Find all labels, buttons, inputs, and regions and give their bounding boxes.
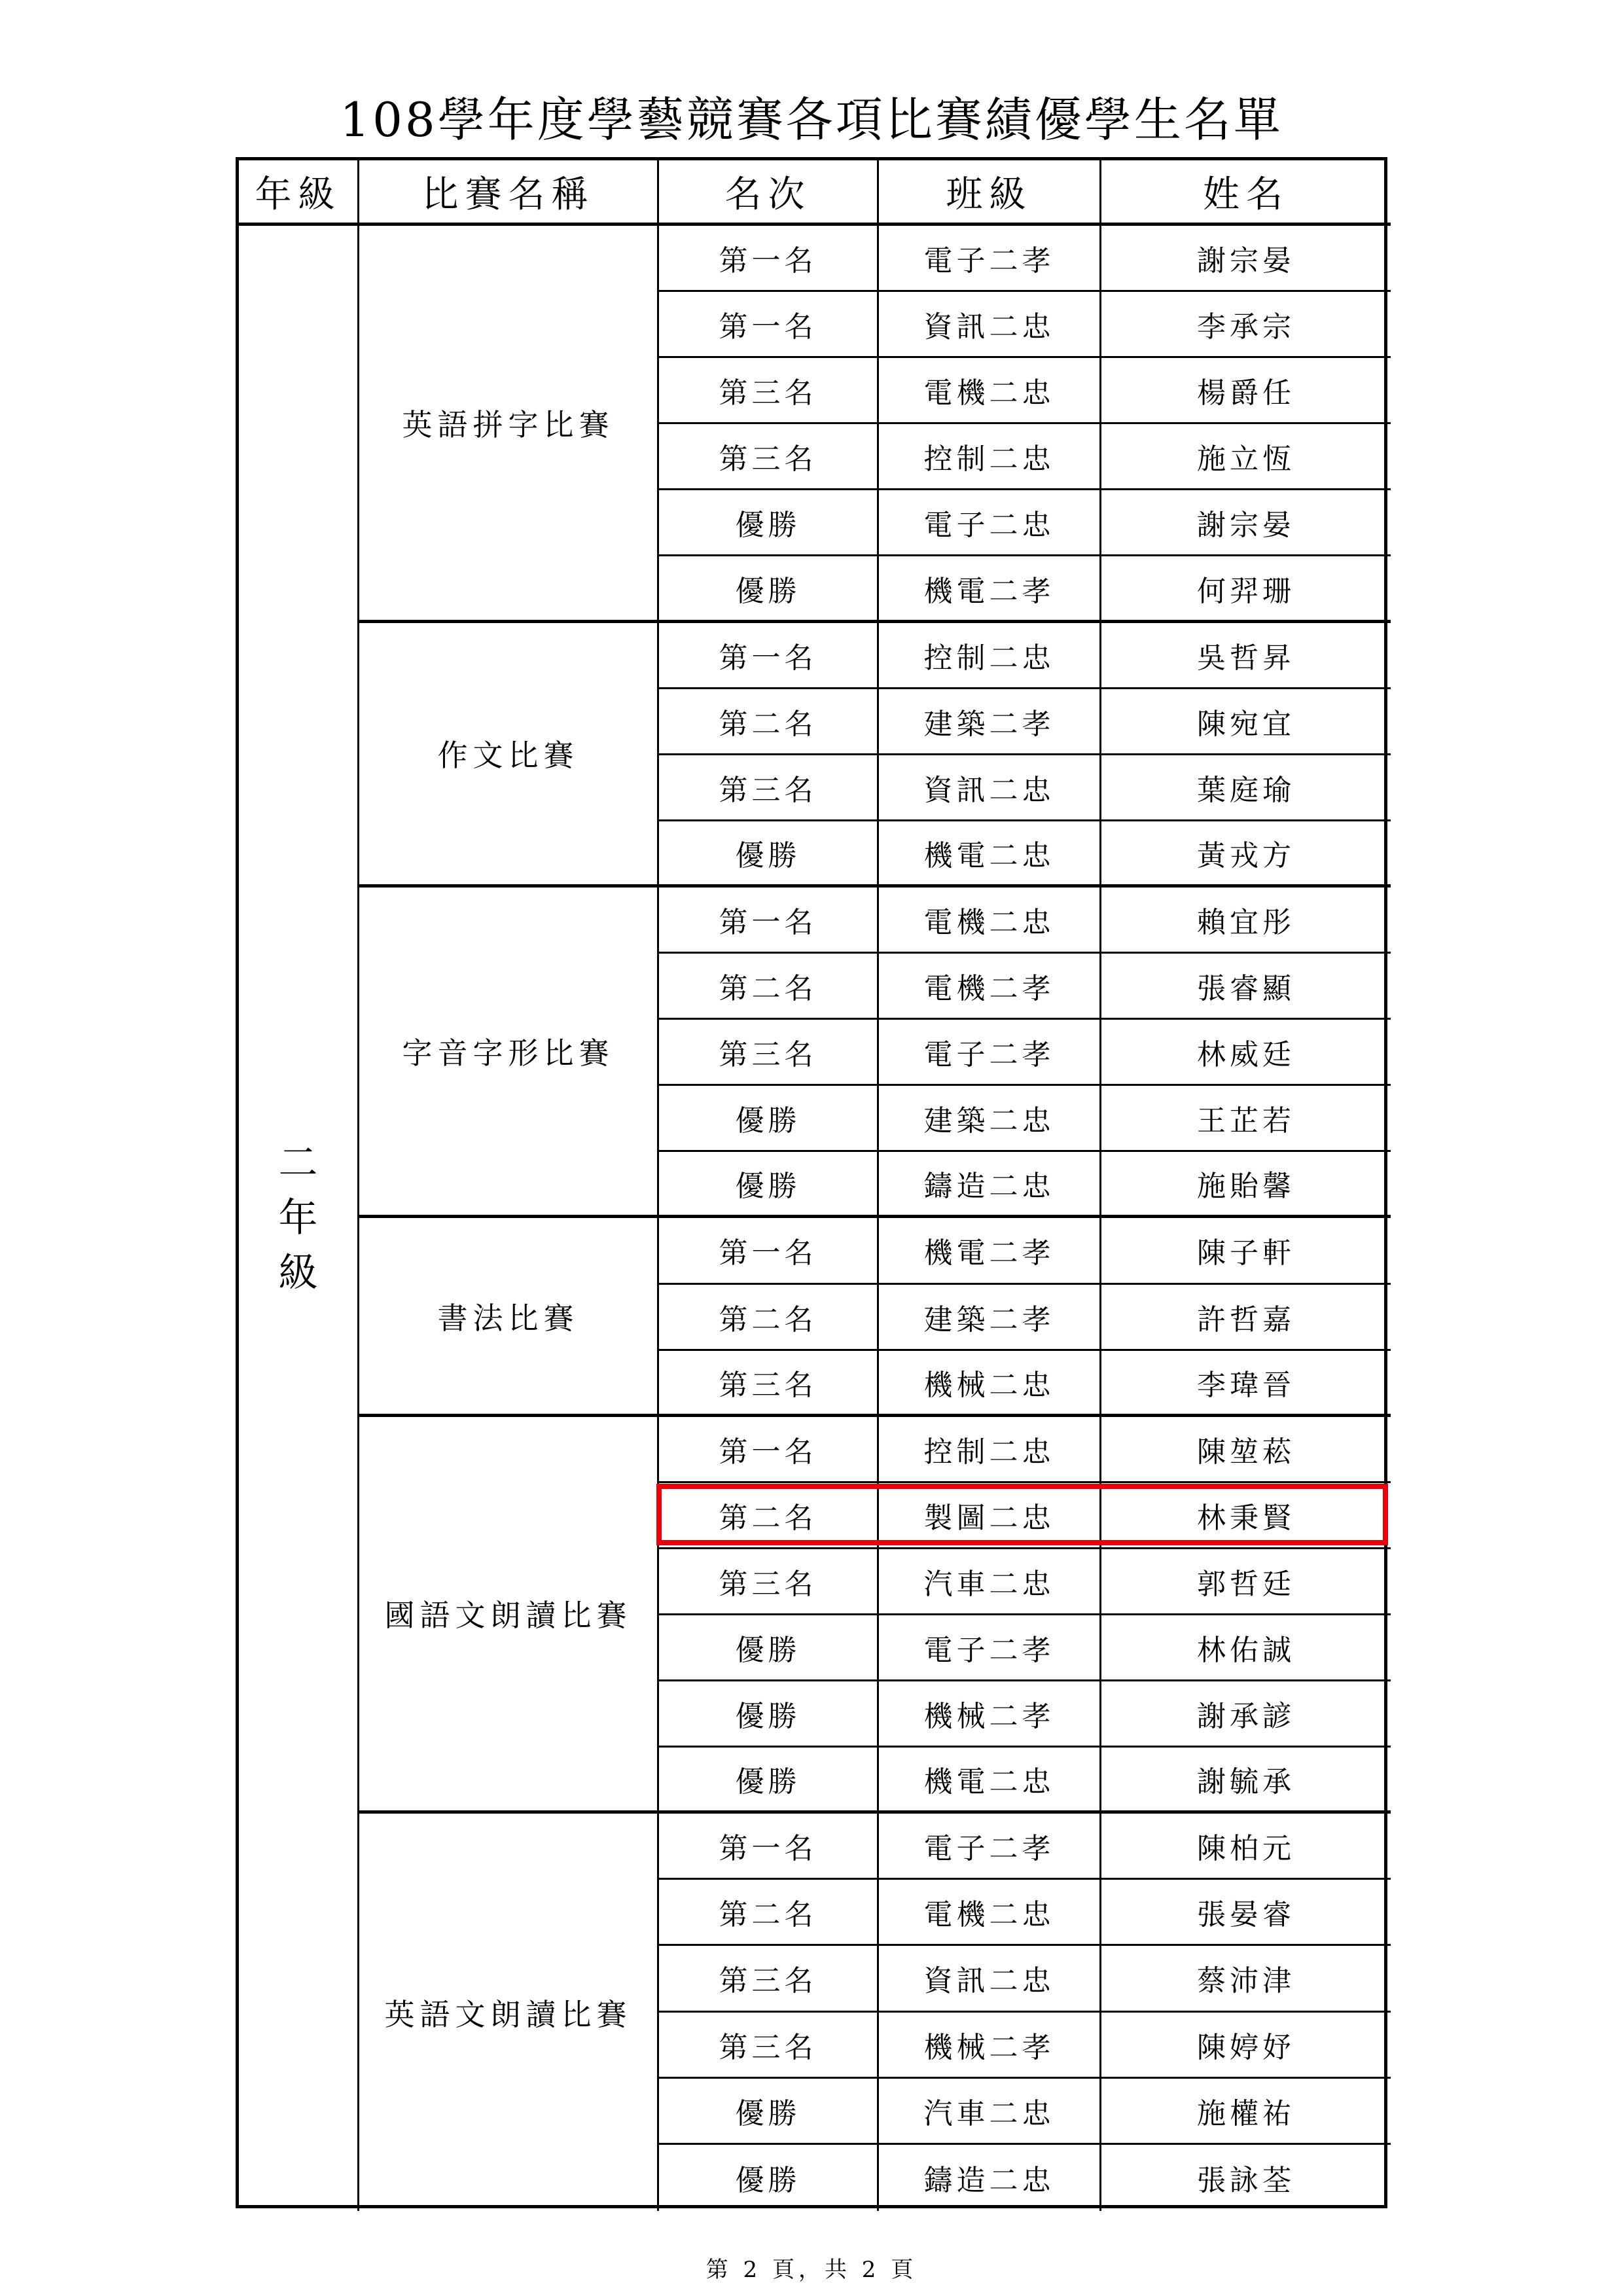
rank-cell: 第二名 [659,1285,879,1351]
class-cell: 機械二孝 [879,1681,1101,1748]
competition-name: 字音字形比賽 [359,888,659,1218]
student-name-cell: 許哲嘉 [1101,1285,1391,1351]
class-cell: 機械二忠 [879,1351,1101,1417]
student-name-cell: 林威廷 [1101,1020,1391,1086]
student-name-cell: 陳柏元 [1101,1814,1391,1880]
student-name-cell: 施立恆 [1101,424,1391,490]
rank-cell: 第二名 [659,1880,879,1946]
class-cell: 電機二忠 [879,358,1101,424]
student-name-cell: 陳子軒 [1101,1218,1391,1284]
rank-cell: 第三名 [659,424,879,490]
class-cell: 電機二忠 [879,1880,1101,1946]
student-name-cell: 林佑誠 [1101,1615,1391,1681]
rank-cell: 優勝 [659,1615,879,1681]
header-name: 姓名 [1101,160,1391,226]
student-name-cell: 何羿珊 [1101,556,1391,622]
rank-cell: 第一名 [659,1417,879,1483]
competition-name: 作文比賽 [359,623,659,888]
rank-cell: 優勝 [659,2079,879,2145]
class-cell: 汽車二忠 [879,1549,1101,1615]
rank-cell: 優勝 [659,490,879,556]
rank-cell: 第二名 [659,954,879,1020]
class-cell: 資訊二忠 [879,1946,1101,2012]
class-cell: 電子二孝 [879,1814,1101,1880]
class-cell: 控制二忠 [879,424,1101,490]
rank-cell: 第一名 [659,1218,879,1284]
student-name-cell: 施權祐 [1101,2079,1391,2145]
grade-char: 級 [278,1250,318,1297]
header-rank: 名次 [659,160,879,226]
competition-name: 書法比賽 [359,1218,659,1416]
class-cell: 建築二孝 [879,1285,1101,1351]
class-cell: 電子二孝 [879,1020,1101,1086]
student-name-cell: 施貽馨 [1101,1152,1391,1218]
class-cell: 控制二忠 [879,623,1101,689]
rank-cell: 第三名 [659,1020,879,1086]
class-cell: 汽車二忠 [879,2079,1101,2145]
rank-cell: 第三名 [659,358,879,424]
competition-name: 國語文朗讀比賽 [359,1417,659,1814]
student-name-cell: 張睿顯 [1101,954,1391,1020]
rank-cell: 第一名 [659,226,879,292]
rank-cell: 第二名 [659,689,879,755]
student-name-cell: 楊爵任 [1101,358,1391,424]
grade-char: 年 [278,1195,318,1242]
class-cell: 資訊二忠 [879,292,1101,358]
rank-cell: 第三名 [659,2013,879,2079]
student-name-cell: 李承宗 [1101,292,1391,358]
rank-cell: 優勝 [659,2145,879,2211]
class-cell: 機械二孝 [879,2013,1101,2079]
class-cell: 機電二孝 [879,1218,1101,1284]
student-name-cell: 吳哲昇 [1101,623,1391,689]
rank-cell: 優勝 [659,1152,879,1218]
student-name-cell: 李瑋晉 [1101,1351,1391,1417]
competition-name: 英語文朗讀比賽 [359,1814,659,2211]
student-name-cell: 謝宗晏 [1101,226,1391,292]
rank-cell: 優勝 [659,1681,879,1748]
class-cell: 機電二忠 [879,1748,1101,1814]
student-name-cell: 黃戎方 [1101,821,1391,888]
class-cell: 電子二忠 [879,490,1101,556]
class-cell: 鑄造二忠 [879,2145,1101,2211]
student-name-cell: 王芷若 [1101,1086,1391,1152]
class-cell: 電子二孝 [879,1615,1101,1681]
rank-cell: 優勝 [659,1748,879,1814]
class-cell: 資訊二忠 [879,755,1101,821]
page-title: 108學年度學藝競賽各項比賽績優學生名單 [340,92,1283,147]
rank-cell: 第三名 [659,755,879,821]
results-table [236,157,1387,2208]
rank-cell: 優勝 [659,556,879,622]
student-name-cell: 張晏睿 [1101,1880,1391,1946]
student-name-cell: 郭哲廷 [1101,1549,1391,1615]
rank-cell: 第一名 [659,292,879,358]
student-name-cell: 陳堃菘 [1101,1417,1391,1483]
rank-cell: 第三名 [659,1946,879,2012]
rank-cell: 優勝 [659,1086,879,1152]
student-name-cell: 謝承諺 [1101,1681,1391,1748]
class-cell: 電子二孝 [879,226,1101,292]
rank-cell: 第一名 [659,1814,879,1880]
rank-cell: 第二名 [659,1483,879,1549]
student-name-cell: 葉庭瑜 [1101,755,1391,821]
student-name-cell: 陳婷妤 [1101,2013,1391,2079]
class-cell: 製圖二忠 [879,1483,1101,1549]
student-name-cell: 謝宗晏 [1101,490,1391,556]
header-class: 班級 [879,160,1101,226]
class-cell: 建築二忠 [879,1086,1101,1152]
header-competition: 比賽名稱 [359,160,659,226]
rank-cell: 優勝 [659,821,879,888]
competition-name: 英語拼字比賽 [359,226,659,623]
class-cell: 機電二孝 [879,556,1101,622]
header-grade: 年級 [239,160,359,226]
rank-cell: 第三名 [659,1549,879,1615]
student-name-cell: 謝毓承 [1101,1748,1391,1814]
student-name-cell: 張詠荃 [1197,2164,1295,2198]
class-cell: 控制二忠 [879,1417,1101,1483]
rank-cell: 第一名 [659,888,879,954]
grade-char: 二 [278,1140,318,1187]
class-cell: 機電二忠 [879,821,1101,888]
student-name-cell: 蔡沛津 [1101,1946,1391,2012]
class-cell: 建築二孝 [879,689,1101,755]
grade-cell [239,226,359,2211]
student-name-cell: 陳宛宜 [1101,689,1391,755]
page-footer: 第 2 頁，共 2 頁 [705,2257,918,2283]
rank-cell: 第一名 [659,623,879,689]
rank-cell: 第三名 [659,1351,879,1417]
student-name-cell: 林秉賢 [1101,1483,1391,1549]
student-name-cell: 賴宜彤 [1101,888,1391,954]
class-cell: 電機二孝 [879,954,1101,1020]
class-cell: 電機二忠 [879,888,1101,954]
class-cell: 鑄造二忠 [879,1152,1101,1218]
